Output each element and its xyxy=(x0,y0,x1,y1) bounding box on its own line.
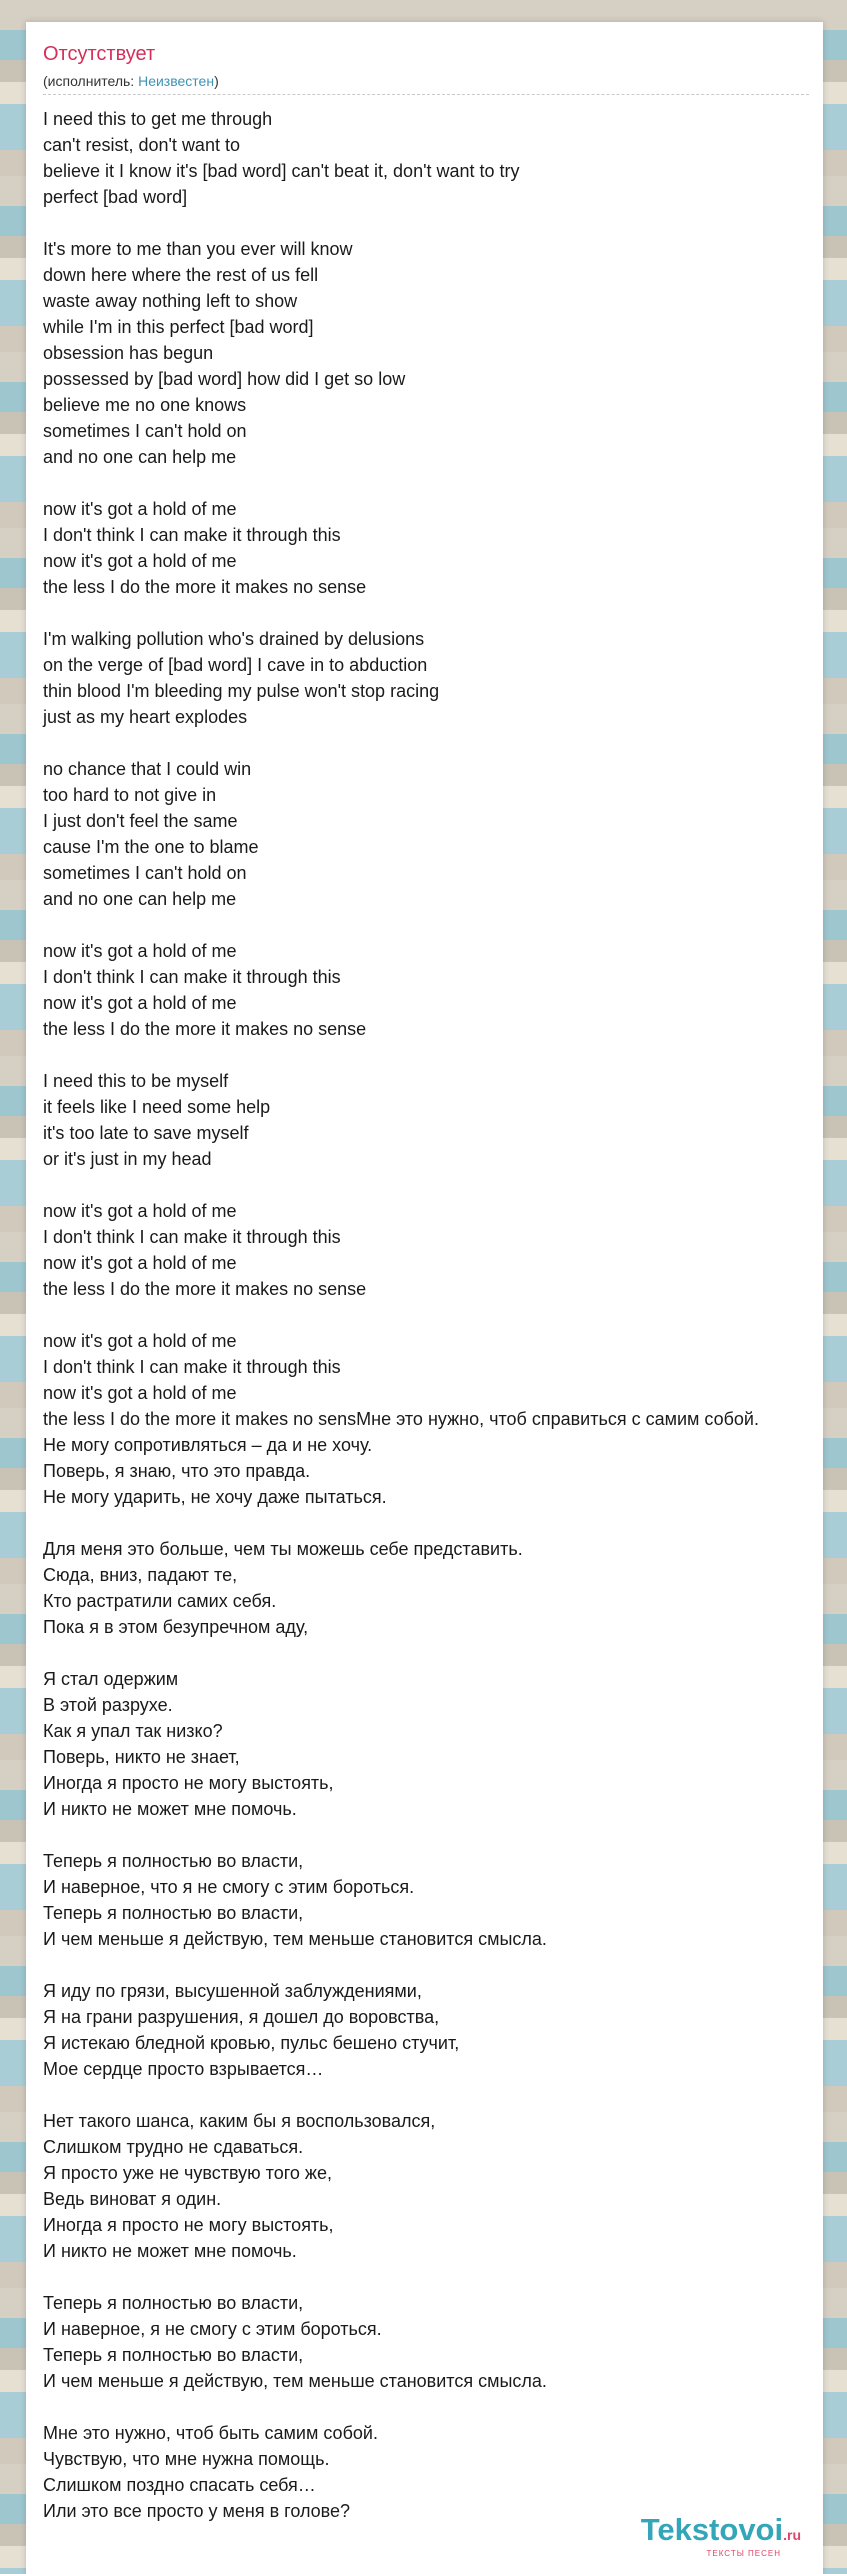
artist-link[interactable]: Неизвестен xyxy=(138,73,215,89)
title-divider xyxy=(43,94,809,95)
logo-tld: .ru xyxy=(783,2527,801,2543)
song-title: Отсутствует xyxy=(43,43,156,65)
performer-line xyxy=(43,72,219,90)
logo-wordmark xyxy=(641,2513,801,2552)
performer-suffix: ) xyxy=(214,73,219,89)
logo-name: Tekstovoi xyxy=(640,2512,784,2547)
site-logo[interactable] xyxy=(641,2513,801,2558)
logo-tagline: ТЕКСТЫ ПЕСЕН xyxy=(706,2549,781,2558)
performer-prefix: (исполнитель: xyxy=(43,73,139,89)
lyrics-card xyxy=(26,22,823,2574)
lyrics-text: I need this to get me through can't resist, don't want to believe it I know it's [bad word] can't beat it, don't want to try perfect [bad word] It's more to me than you ever will know down here where the rest of us fell waste away nothing left to show while I'm in this perfect [bad word] obsession has begun possessed by [bad word] how did I get so low believe me no one knows sometimes I can't hold on and no one can help me now it's got a hold of me I don't think I can make it through this now it's got a hold of me the less I do the more it makes no sense I'm walking pollution who's drained by delusions on the verge of [bad word] I cave in to abduction thin blood I'm bleeding my pulse won't stop racing just as my heart explodes no chance that I could win too hard to not give in I just don't feel the same cause I'm the one to blame sometimes I can't hold on and no one can help me now it's got a hold of me I don't think I can make it through this now it's got a hold of me the less I do the more it makes no sense I need this to be myself it feels like I need some help it's too late to save myself or it's just in my head now it's got a hold of me I don't think I can make it through this now it's got a hold of me the less I do the more it makes no sense now it's got a hold of me I don't think I can make it through this now it's got a hold of me the less I do the more it makes no sensМне это нужно, чтоб справиться с самим собой. Не могу сопротивляться – да и не хочу. Поверь, я знаю, что это правда. Не могу ударить, не хочу даже пытаться. Для меня это больше, чем ты можешь себе представить. Сюда, вниз, падают те, Кто растратили самих себя. Пока я в этом безупречном аду, Я стал одержим В этой разрухе. Как я упал так низко? Поверь, никто не знает, Иногда я просто не могу выстоять, И никто не может мне помочь. Теперь я полностью во власти, И наверное, что я не смогу с этим бороться. Теперь я полностью во власти, И чем меньше я действую, тем меньше становится смысла. Я иду по грязи, высушенной заблуждениями, Я на грани разрушения, я дошел до воровства, Я истекаю бледной кровью, пульс бешено стучит, Мое сердце просто взрывается… Нет такого шанса, каким бы я воспользовался, Слишком трудно не сдаваться. Я просто уже не чувствую того же, Ведь виноват я один. Иногда я просто не могу выстоять, И никто не может мне помочь. Теперь я полностью во власти, И наверное, я не смогу с этим бороться. Теперь я полностью во власти, И чем меньше я действую, тем меньше становится смысла. Мне это нужно, чтоб быть самим собой. Чувствую, что мне нужна помощь. Слишком поздно спасать себя… Или это все просто у меня в голове? xyxy=(43,109,759,2521)
